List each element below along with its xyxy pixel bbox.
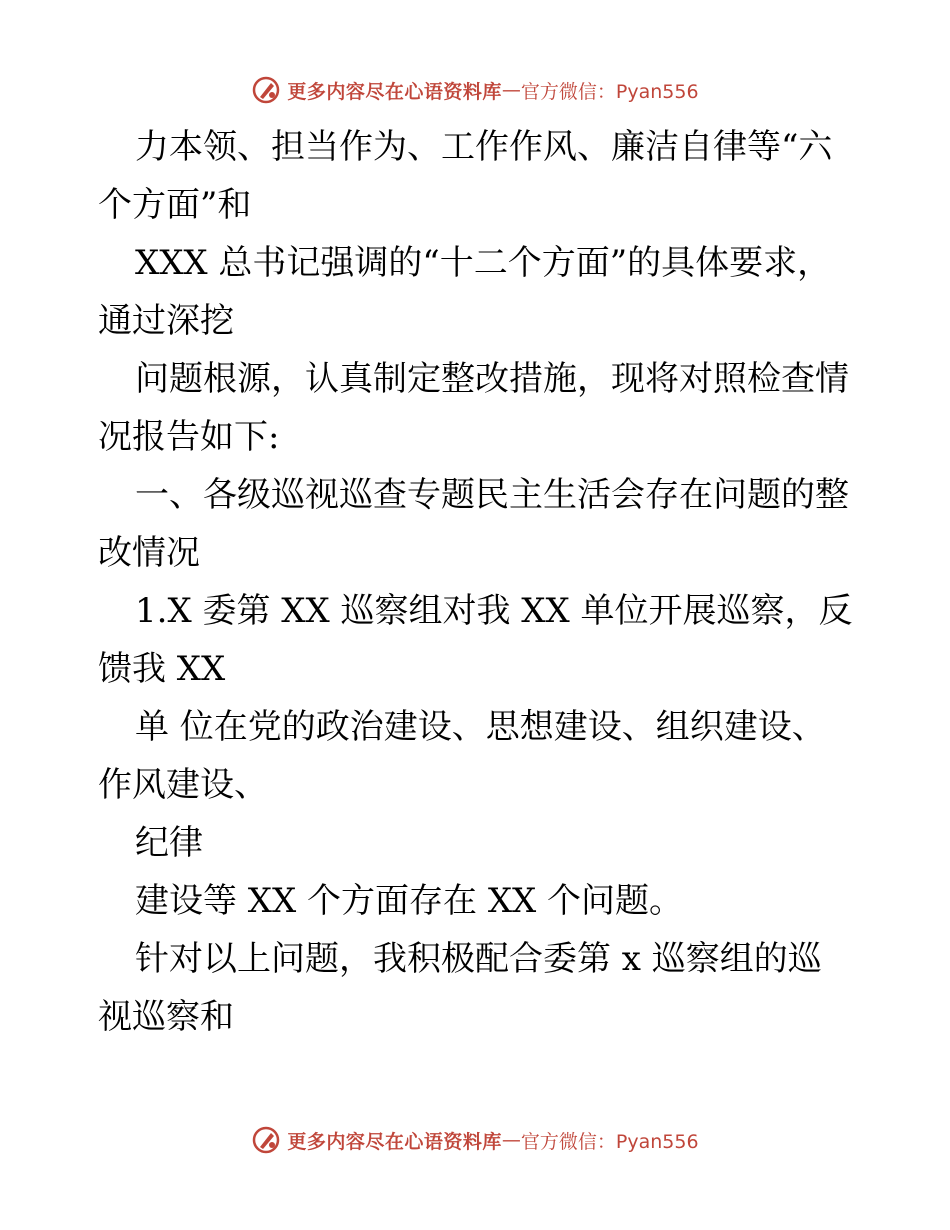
footer-separator: —: [501, 1129, 521, 1151]
body-line: 视巡察和: [98, 997, 234, 1037]
pen-seal-logo-icon: [251, 75, 281, 105]
body-line: 1.X 委第 XX 巡察组对我 XX 单位开展巡察，反: [135, 591, 853, 631]
body-line: 况报告如下:: [98, 417, 280, 457]
header-contact-text: 官方微信：Pyan556: [520, 80, 699, 103]
body-line: 问题根源，认真制定整改措施，现将对照检查情: [135, 359, 849, 399]
body-line: 作风建设、: [98, 765, 268, 805]
body-line: XXX 总书记强调的“十二个方面”的具体要求，: [135, 243, 832, 283]
footer-contact-text: 官方微信：Pyan556: [520, 1130, 699, 1153]
header-watermark-banner: [0, 72, 950, 108]
header-separator: —: [501, 79, 521, 101]
body-line: 通过深挖: [98, 301, 234, 341]
section-heading-continued: 改情况: [98, 533, 200, 573]
body-line: 建设等 XX 个方面存在 XX 个问题。: [135, 881, 684, 921]
body-line: 个方面”和: [98, 185, 252, 225]
body-line: 针对以上问题，我积极配合委第 x 巡察组的巡: [135, 939, 822, 979]
section-heading: 一、各级巡视巡查专题民主生活会存在问题的整: [135, 475, 849, 515]
footer-watermark-banner: [0, 1122, 950, 1158]
body-line: 力本领、担当作为、工作作风、廉洁自律等“六: [135, 127, 833, 167]
document-body: [98, 118, 858, 1046]
footer-site-text: 更多内容尽在心语资料库: [287, 1130, 502, 1153]
header-site-text: 更多内容尽在心语资料库: [287, 80, 502, 103]
body-line: 单 位在党的政治建设、思想建设、组织建设、: [135, 707, 826, 747]
body-line: 馈我 XX: [98, 649, 226, 689]
pen-seal-logo-icon: [251, 1125, 281, 1155]
body-line: 纪律: [135, 823, 203, 863]
